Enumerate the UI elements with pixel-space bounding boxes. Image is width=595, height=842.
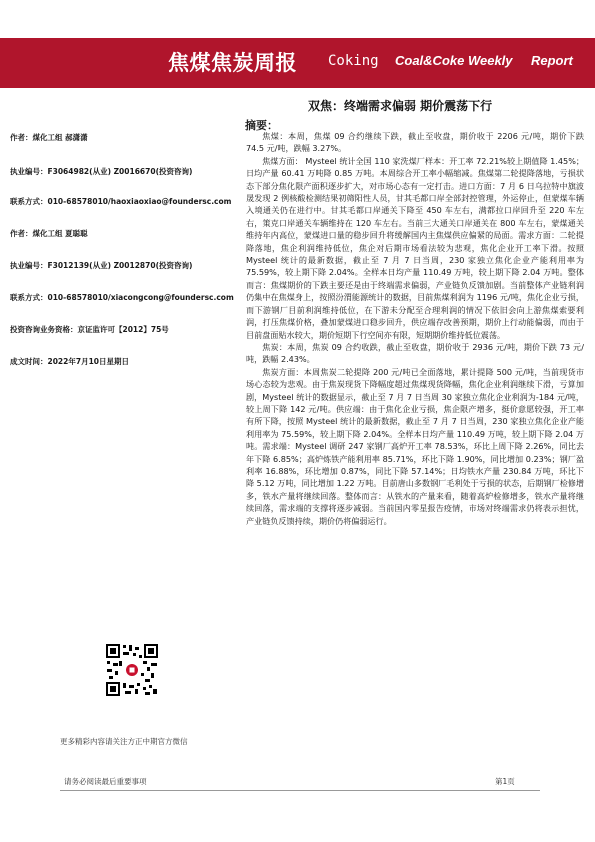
qualification-label: 投资咨询业务资格： — [10, 325, 78, 334]
report-title-weekly: Coal&Coke Weekly — [395, 53, 513, 68]
body-paragraph-coking-coal-summary: 焦煤：本周，焦煤 09 合约继续下跌，截止至收盘，期价收于 2206 元/吨，期价下跌 74.5 元/吨，跌幅 3.27%。 — [246, 131, 584, 154]
report-headline: 双焦：终端需求偏弱 期价震荡下行 — [308, 99, 493, 113]
contact2-label: 联系方式： — [10, 293, 48, 302]
qualification-value: 京证监许可【2012】75号 — [77, 325, 169, 334]
contact1-label: 联系方式： — [10, 197, 48, 206]
author1-label: 作者： — [10, 133, 33, 142]
license1-row — [10, 166, 192, 177]
date-value: 2022年7月10日星期日 — [47, 357, 130, 366]
date-label: 成文时间： — [10, 357, 48, 366]
author1-row — [10, 132, 88, 143]
license2-label: 执业编号： — [10, 261, 48, 270]
report-title-coking: Coking — [328, 53, 379, 69]
contact2-value: 010-68578010/xiacongcong@foundersc.com — [47, 293, 234, 302]
date-row — [10, 356, 129, 367]
author2-label: 作者： — [10, 229, 33, 238]
abstract-title: 摘要： — [245, 119, 278, 132]
author2-row — [10, 228, 88, 239]
body-paragraph-coke-summary: 焦炭：本周，焦炭 09 合约收跌，截止至收盘，期价收于 2936 元/吨，期价下跌 73 元/吨，跌幅 2.43%。 — [246, 341, 584, 365]
footer-disclaimer: 请务必阅读最后重要事项 — [64, 777, 147, 786]
license1-label: 执业编号： — [10, 167, 48, 176]
qr-caption: 更多精彩内容请关注方正中期官方微信 — [60, 737, 188, 746]
contact2-row — [10, 292, 234, 303]
license2-value: F3012139(从业) Z0012870(投资咨询) — [47, 261, 193, 270]
license1-value: F3064982(从业) Z0016670(投资咨询) — [47, 167, 193, 176]
contact1-row — [10, 196, 231, 207]
author2-value: 煤化工组 夏聪聪 — [32, 229, 88, 238]
report-title-cn: 焦煤焦炭周报 — [168, 50, 297, 75]
wechat-qr-code[interactable] — [105, 643, 159, 697]
license2-row — [10, 260, 192, 271]
page-number: 第1页 — [495, 777, 515, 786]
qualification-row — [10, 324, 169, 335]
qr-code-icon — [105, 643, 159, 697]
body-paragraph-coke-detail: 焦炭方面：本周焦炭二轮提降 200 元/吨已全面落地，累计提降 500 元/吨，当前现货市场心态较为悲观。由于焦炭现货下降幅度超过焦煤现货降幅，焦化企业利润继续下滑，亏算加剧，Mysteel 统计的数据显示，截止至 7 月 7 日当周 30 家独立焦化企业利润为-184 元/吨，较上周下降 142 元/吨。供应端：由于焦化企业亏损，焦企限产增多，挺价意愿较强，开工率有所下降，按照 Mysteel 统计的最新数据，截止至 7 月 7 日当周，230 家独立焦化企业产能利用率为 75.59%，较上期下降 2.04%。全样本日均产量 110.49 万吨，较上期下降 2.04 万吨。需求端：Mysteel 调研 247 家钢厂高炉开工率 78.53%，环比上周下降 2.26%，同比去年下降 6.85%；高炉炼铁产能利用率 85.71%，环比下降 1.90%，同比增加 0.23%；钢厂盈利率 16.88%，环比增加 0.87%，同比下降 57.14%；日均铁水产量 230.84 万吨，环比下降 5.12 万吨，同比增加 1.22 万吨。目前唐山多数钢厂毛利处于亏损的状态，后期钢厂检修增多，铁水产量将继续回落。整体而言：从铁水的产量来看，随着高炉检修增多，铁水产量将继续回落，需求端的支撑将逐步减弱。当前国内零星报告疫情，市场对终端需求仍将表示担忧，产业链负反馈持续，期价仍将偏弱运行。 — [246, 366, 584, 526]
report-banner — [0, 38, 595, 88]
report-body — [246, 130, 584, 527]
report-title-report: Report — [531, 53, 573, 68]
contact1-value: 010-68578010/haoxiaoxiao@foundersc.com — [47, 197, 232, 206]
body-paragraph-coking-coal-detail: 焦煤方面： Mysteel 统计全国 110 家洗煤厂样本：开工率 72.21%较上期值降 1.45%；日均产量 60.41 万吨降 0.85 万吨。本周综合开工率小幅缩减。焦煤第二轮提降落地，亏损状态下部分焦化限产面积逐步扩大，对市场心态有一定打击。进口方面：7 月 6 日乌拉特中旗波晟发现 2 例核酸检测结果初筛阳性人员，甘其毛都口岸全部封控管理，外运停止，但蒙煤车辆入境通关仍在进行中。甘其毛都口岸通关下降至 450 车左右，满都拉口岸回升至 220 车左右，策克口岸通关车辆维持在 120 车左右。当前三大通关口岸通关在 800 车左右，蒙煤通关维持年内高位，蒙煤进口量的稳步回升将缓解国内主焦煤供应偏紧的局面。需求方面：二轮提降落地，焦企利润维持低位，焦企对后期市场看法较为悲观，焦化企业开工率下滑。按照 Mysteel 统计的最新数据，截止至 7 月 7 日当周，230 家独立焦化企业产能利用率为 75.59%，较上期下降 2.04%。全样本日均产量 110.49 万吨，较上期下降 2.04 万吨。整体而言：焦煤期价的下跌主要还是由于终端需求偏弱，产业链负反馈加剧。当前整体产业链利润仍集中在焦煤身上，按照汾渭能源统计的数据，目前焦煤利润为 1196 元/吨，焦化企业亏损，而下游钢厂目前利润维持低位，在下游未分配至合理利润的情况下依旧会向上游焦煤索要利润，打压焦煤价格，叠加蒙煤进口稳步回升，供应端存改善预期，期价上行动能偏弱，而由于目前盘面贴水较大，期价短期下行空间亦有限，短期期价维持低位震荡。 — [246, 155, 584, 340]
author1-value: 煤化工组 郝潇潇 — [32, 133, 88, 142]
footer-divider — [60, 790, 540, 791]
